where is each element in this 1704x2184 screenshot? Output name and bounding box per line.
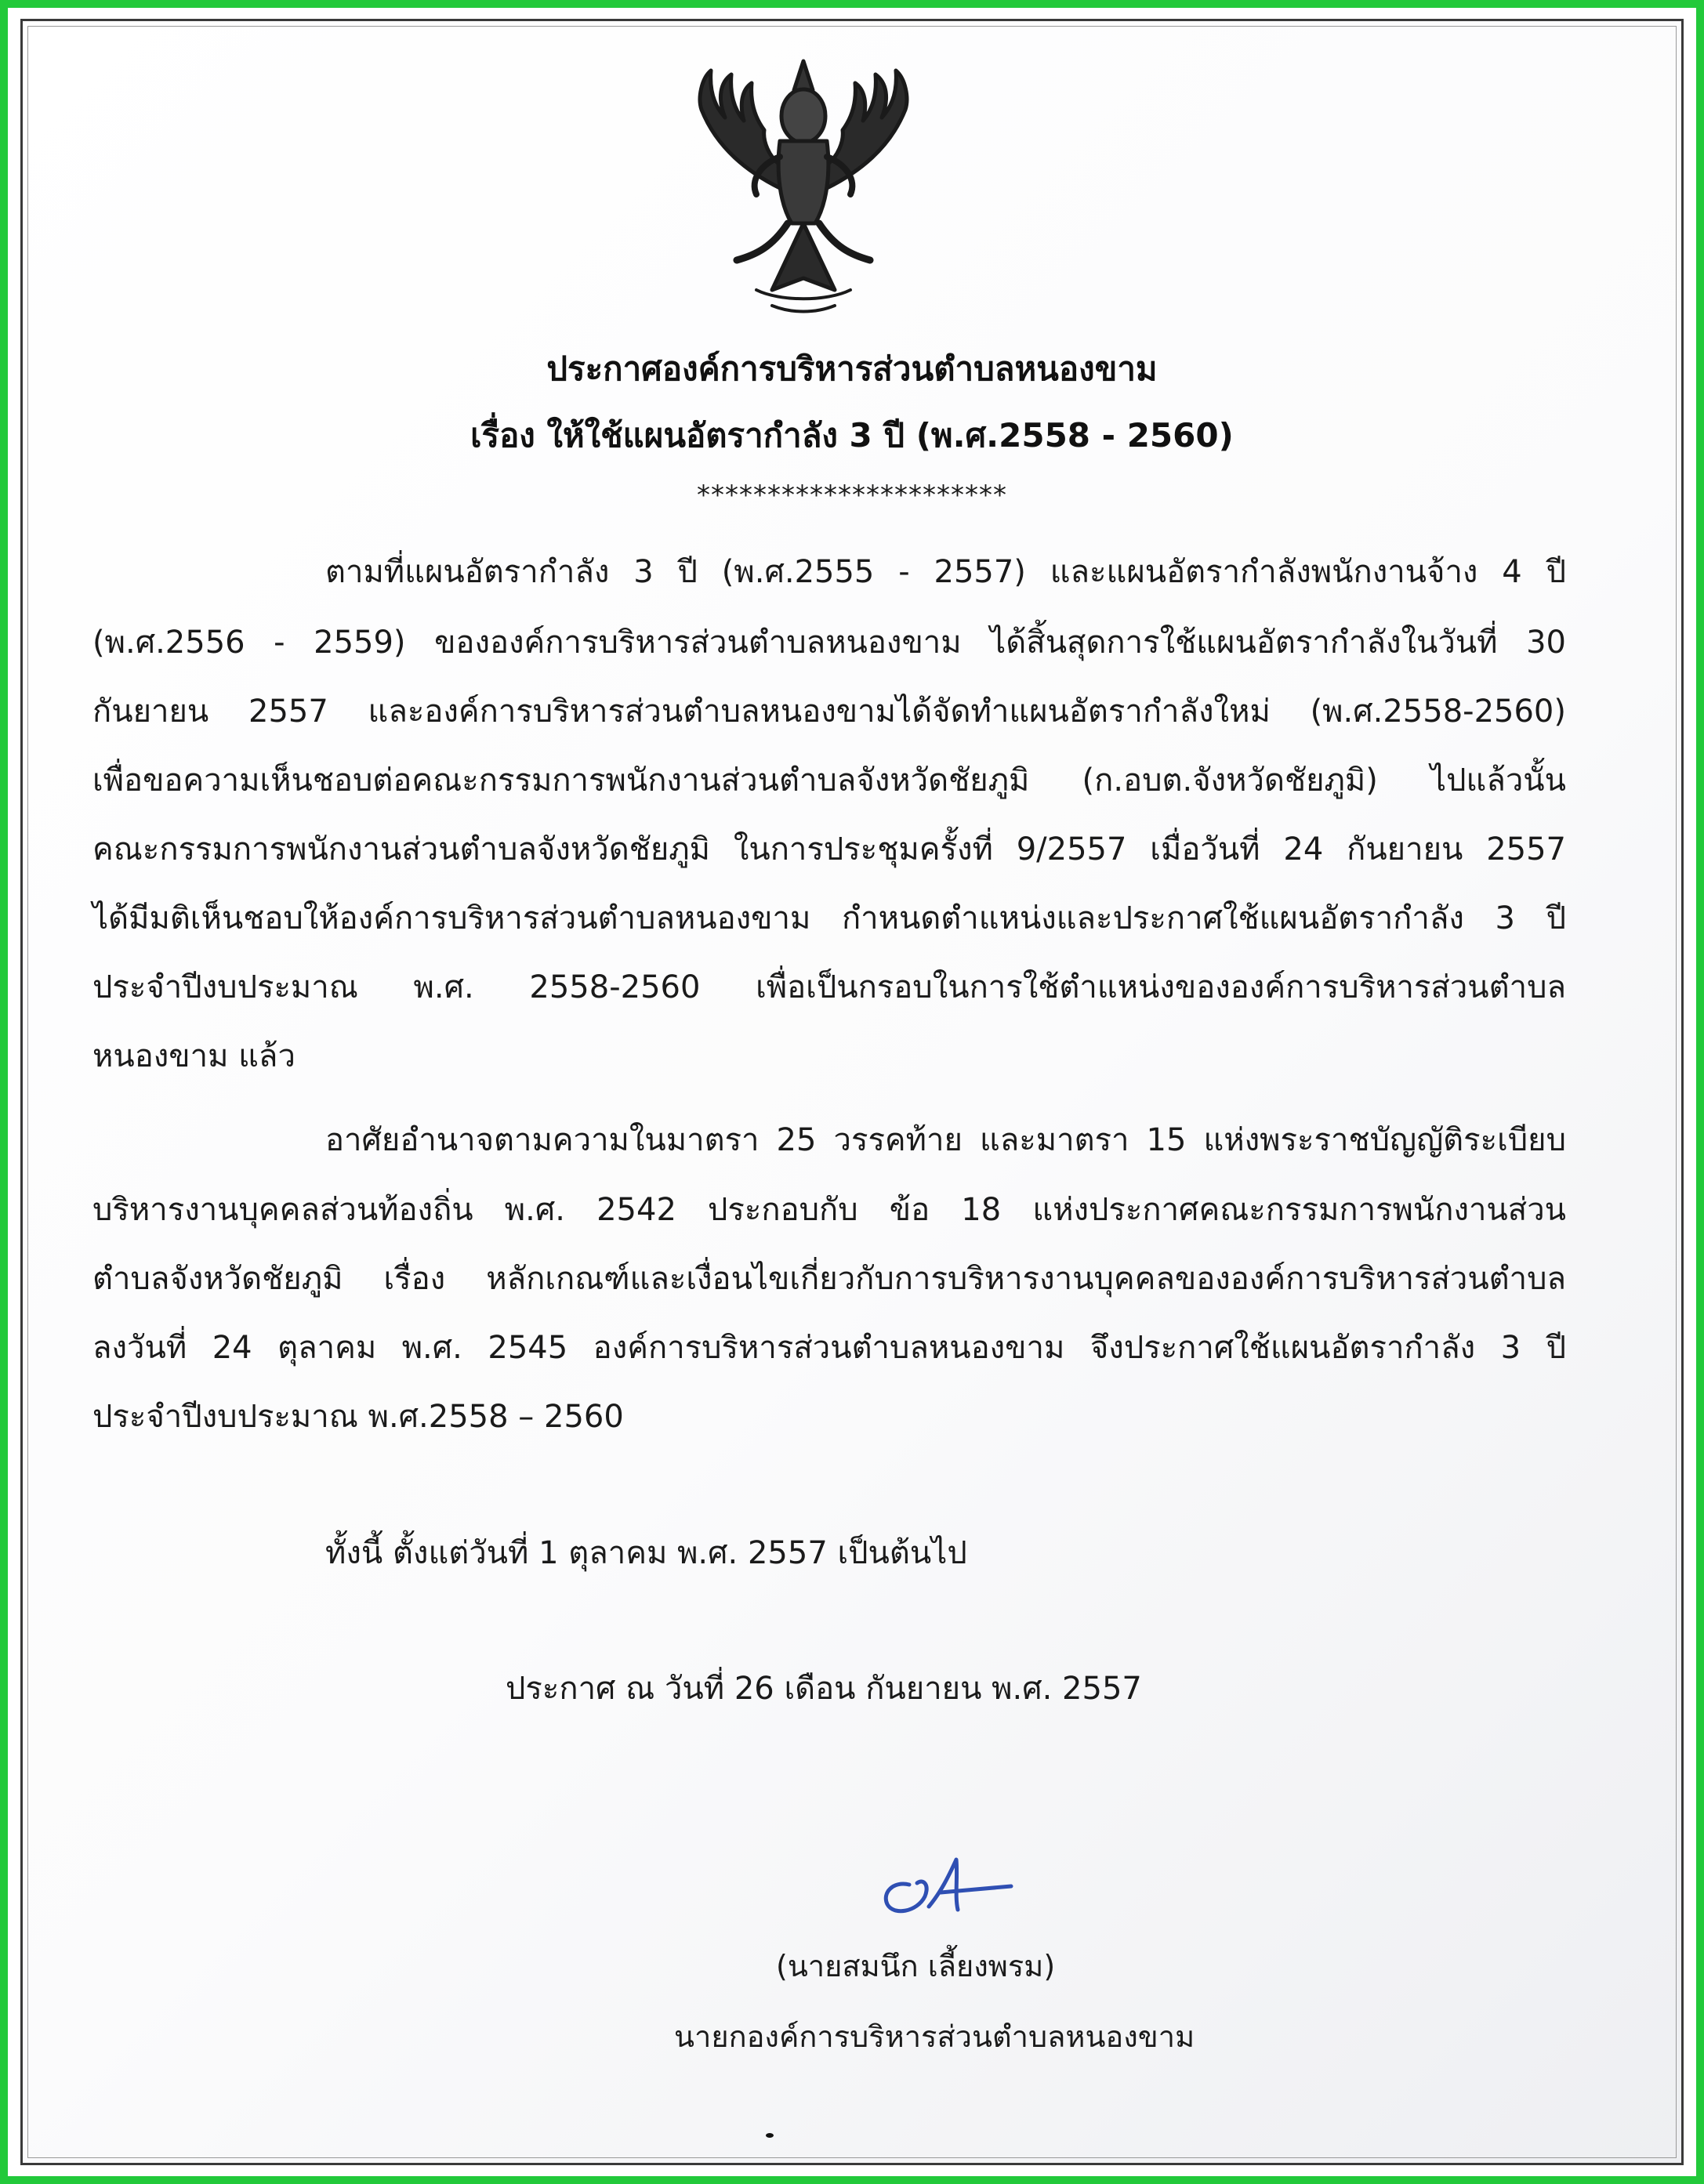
paragraph1-line: ประจำปีงบประมาณ พ.ศ. 2558-2560 เพื่อเป็นกรอบในการใช้ตำแหน่งขององค์การบริหารส่วนตำบล [92, 969, 1566, 1005]
paragraph1-line: หนองขาม แล้ว [92, 1038, 295, 1074]
garuda-emblem-icon [662, 55, 944, 321]
paragraph1-line: ได้มีมติเห็นชอบให้องค์การบริหารส่วนตำบลหนองขาม กำหนดตำแหน่งและประกาศใช้แผนอัตรากำลัง 3 ปี [92, 900, 1566, 936]
effective-date: ทั้งนี้ ตั้งแต่วันที่ 1 ตุลาคม พ.ศ. 2557 เป็นต้นไป [325, 1535, 967, 1571]
page-mark [766, 2133, 774, 2138]
announcement-date: ประกาศ ณ วันที่ 26 เดือน กันยายน พ.ศ. 2557 [506, 1671, 1142, 1707]
paragraph1-line: เพื่อขอความเห็นชอบต่อคณะกรรมการพนักงานส่วนตำบลจังหวัดชัยภูมิ (ก.อบต.จังหวัดชัยภูมิ) ไปแล้วนั้น [92, 762, 1566, 799]
paragraph1-line: ตามที่แผนอัตรากำลัง 3 ปี (พ.ศ.2555 - 2557) และแผนอัตรากำลังพนักงานจ้าง 4 ปี [325, 554, 1566, 590]
document-subject: เรื่อง ให้ใช้แผนอัตรากำลัง 3 ปี (พ.ศ.2558 - 2560) [470, 416, 1234, 455]
paragraph2-line: ประจำปีงบประมาณ พ.ศ.2558 – 2560 [92, 1399, 624, 1435]
separator-stars: ********************** [697, 480, 1007, 511]
signatory-name: (นายสมนึก เลี้ยงพรม) [776, 1949, 1056, 1983]
paragraph1-line: กันยายน 2557 และองค์การบริหารส่วนตำบลหนองขามได้จัดทำแผนอัตรากำลังใหม่ (พ.ศ.2558-2560) [92, 694, 1566, 730]
paragraph2-line: ลงวันที่ 24 ตุลาคม พ.ศ. 2545 องค์การบริหารส่วนตำบลหนองขาม จึงประกาศใช้แผนอัตรากำลัง 3 ปี [92, 1330, 1566, 1366]
handwritten-signature [862, 1853, 1035, 1924]
paragraph2-line: ตำบลจังหวัดชัยภูมิ เรื่อง หลักเกณฑ์และเงื่อนไขเกี่ยวกับการบริหารงานบุคคลขององค์การบริหารส่วนตำบล [92, 1261, 1566, 1297]
document-title: ประกาศองค์การบริหารส่วนตำบลหนองขาม [546, 350, 1158, 388]
signatory-position: นายกองค์การบริหารส่วนตำบลหนองขาม [674, 2019, 1195, 2054]
paragraph1-line: คณะกรรมการพนักงานส่วนตำบลจังหวัดชัยภูมิ ในการประชุมครั้งที่ 9/2557 เมื่อวันที่ 24 กันยายน 2557 [92, 831, 1566, 867]
paragraph1-line: (พ.ศ.2556 - 2559) ขององค์การบริหารส่วนตำบลหนองขาม ได้สิ้นสุดการใช้แผนอัตรากำลังในวันที่ 30 [92, 625, 1566, 661]
paragraph2-line: อาศัยอำนาจตามความในมาตรา 25 วรรคท้าย และมาตรา 15 แห่งพระราชบัญญัติระเบียบ [325, 1122, 1566, 1158]
document-page [20, 19, 1684, 2165]
paragraph2-line: บริหารงานบุคคลส่วนท้องถิ่น พ.ศ. 2542 ประกอบกับ ข้อ 18 แห่งประกาศคณะกรรมการพนักงานส่วน [92, 1192, 1566, 1228]
